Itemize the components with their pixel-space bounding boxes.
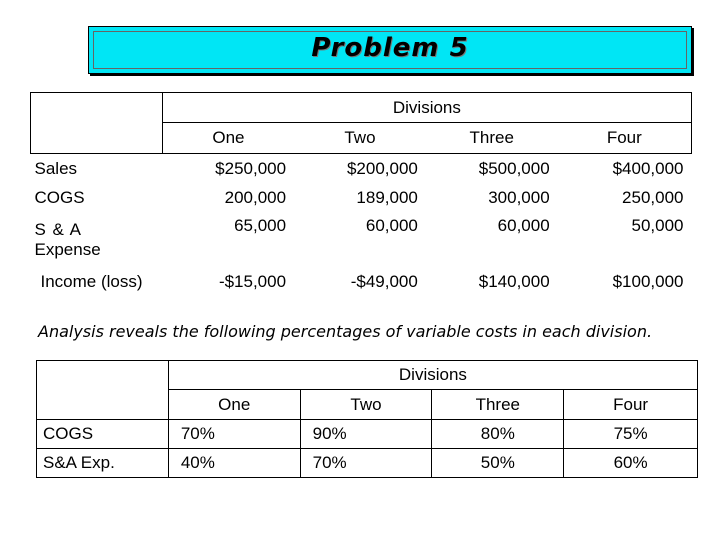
table-cell: 40% — [168, 449, 300, 478]
table1-corner-cell-lower — [31, 123, 163, 154]
table-cell: 90% — [300, 420, 432, 449]
table-row — [37, 449, 698, 478]
table-cell: $400,000 — [612, 158, 684, 178]
table-cell: 70% — [300, 449, 432, 478]
table-row — [37, 420, 698, 449]
table-cell: 60,000 — [497, 216, 550, 235]
row-label: Income (loss) — [40, 272, 143, 291]
table1-col-header: Three — [426, 123, 558, 154]
table-cell: 189,000 — [356, 187, 418, 207]
table-cell: 80% — [432, 420, 564, 449]
table-cell: $140,000 — [478, 272, 550, 291]
row-label: COGS — [34, 187, 85, 207]
table-cell: 75% — [564, 420, 698, 449]
table1-group-header-row — [31, 93, 692, 123]
table-row — [31, 268, 692, 296]
table-cell: -$49,000 — [350, 272, 418, 291]
table2-corner-cell — [37, 361, 169, 420]
table1-col-header: One — [162, 123, 294, 154]
table-cell: 50% — [432, 449, 564, 478]
row-label — [31, 212, 163, 268]
table2-col-header: One — [168, 390, 300, 420]
title-banner — [88, 26, 692, 74]
table-cell: $200,000 — [346, 158, 418, 178]
table-cell: 250,000 — [622, 187, 684, 207]
table-cell: -$15,000 — [218, 272, 287, 291]
variable-cost-percent-table — [36, 360, 698, 478]
row-label: COGS — [37, 420, 169, 449]
table-cell: 50,000 — [631, 216, 684, 235]
table2-col-header: Four — [564, 390, 698, 420]
table2-col-header: Two — [300, 390, 432, 420]
table1-group-header: Divisions — [162, 93, 691, 123]
table2-col-header: Three — [432, 390, 564, 420]
table2-group-header-row — [37, 361, 698, 390]
table-cell: $250,000 — [215, 158, 287, 178]
table-cell: $100,000 — [612, 272, 684, 291]
table-row — [31, 154, 692, 184]
table-row — [31, 212, 692, 268]
table1-col-header: Four — [558, 123, 692, 154]
table-cell: $500,000 — [478, 158, 550, 178]
table-cell: 200,000 — [224, 187, 287, 207]
row-label: S&A Exp. — [37, 449, 169, 478]
analysis-note: Analysis reveals the following percentages of variable costs in each division. — [38, 322, 653, 341]
table1-column-header-row — [31, 123, 692, 154]
table2-group-header: Divisions — [168, 361, 697, 390]
table-cell: 65,000 — [234, 216, 287, 235]
row-label-line-1: S & A — [34, 220, 82, 239]
table1-col-header: Two — [294, 123, 426, 154]
table-cell: 300,000 — [488, 187, 550, 207]
table1-corner-cell — [31, 93, 163, 123]
page-title: Problem 5 — [311, 33, 469, 63]
row-label: Sales — [34, 158, 78, 178]
table-cell: 60,000 — [365, 216, 418, 235]
division-income-table — [30, 92, 692, 296]
row-label-line-2: Expense — [34, 240, 101, 259]
table-row — [31, 183, 692, 212]
table-cell: 60% — [564, 449, 698, 478]
table-cell: 70% — [168, 420, 300, 449]
